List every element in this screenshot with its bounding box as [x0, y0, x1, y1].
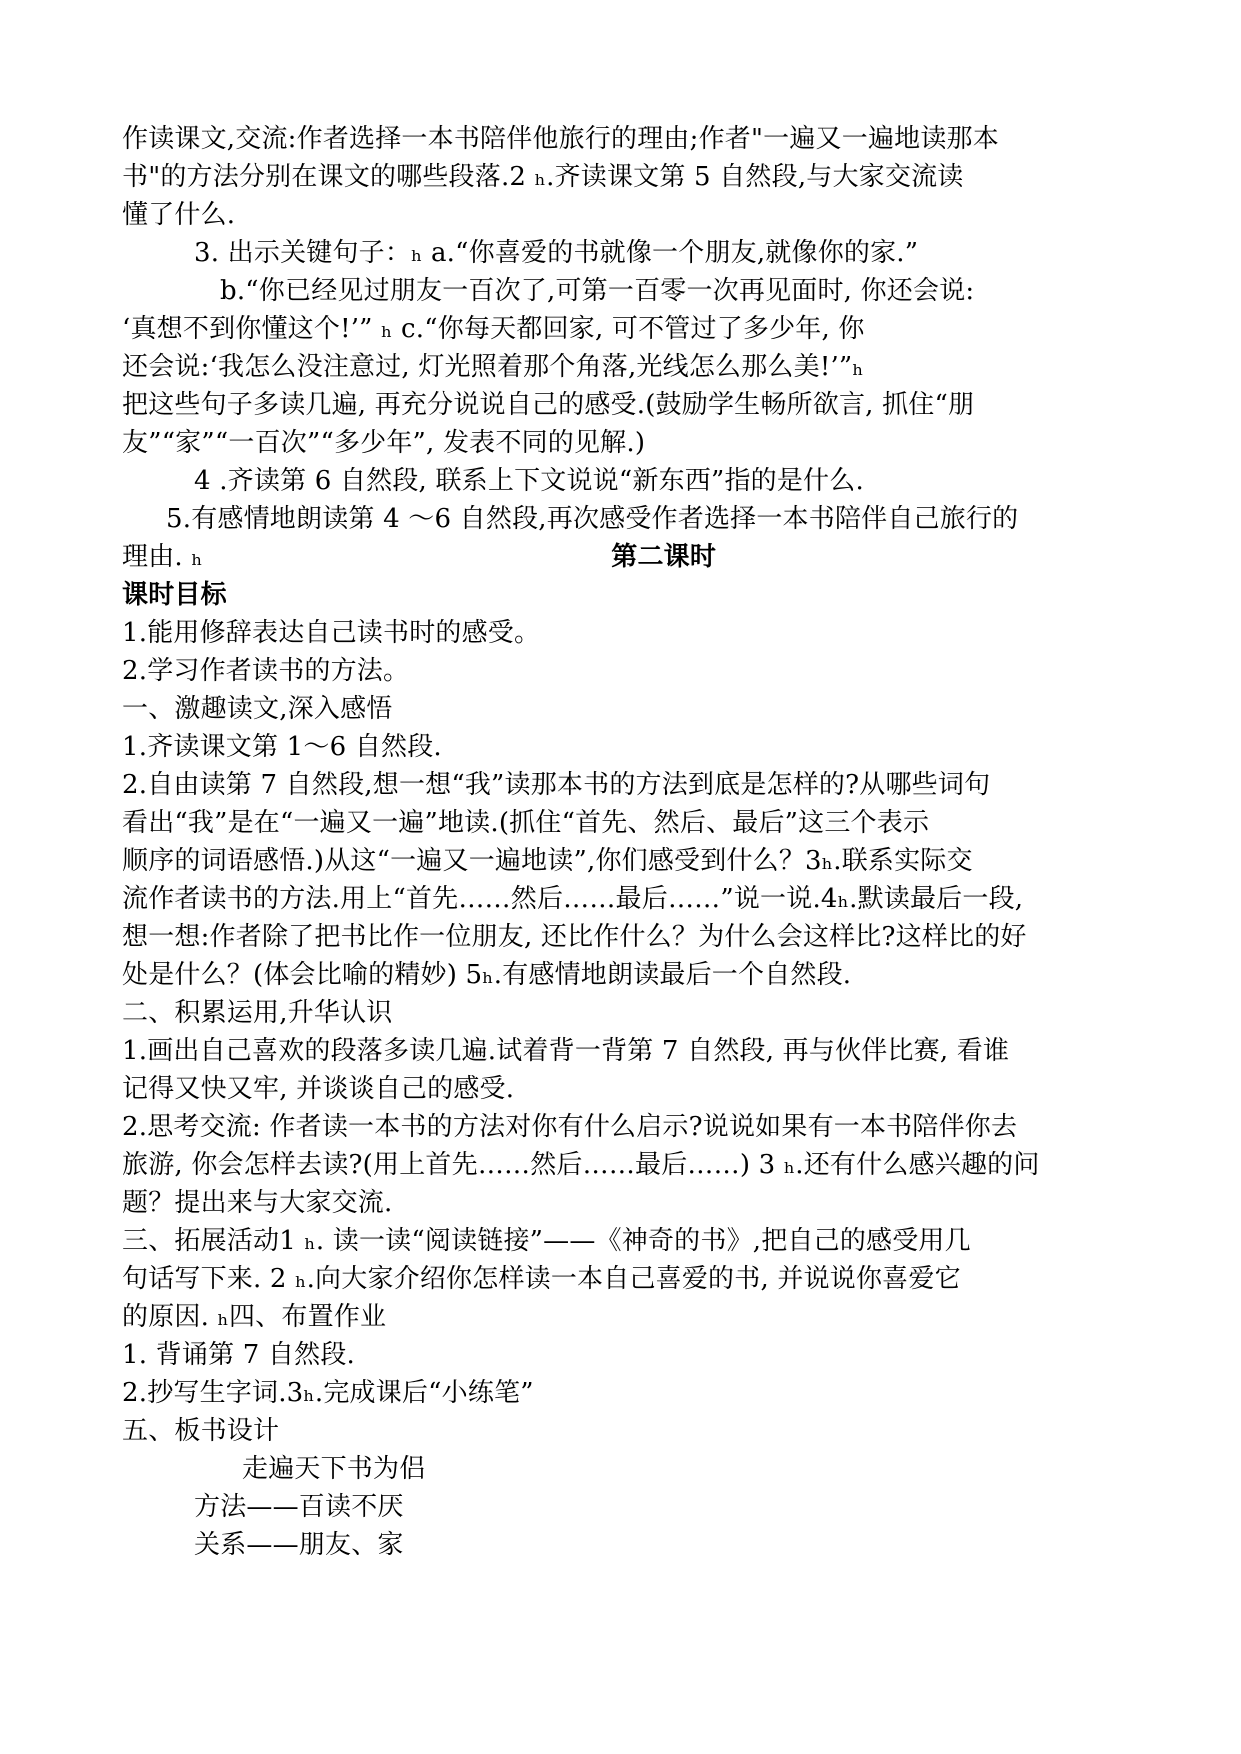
text-line: 三、拓展活动1 ₕ. 读一读“阅读链接”——《神奇的书》,把自己的感受用几 [122, 1226, 971, 1256]
text-line: 处是什么？(体会比喻的精妙) 5ₕ.有感情地朗读最后一个自然段. [122, 960, 852, 990]
text-line: 友”“家”“一百次”“多少年”, 发表不同的见解.) [122, 428, 646, 458]
text-fragment: 理由. ₕ [122, 542, 203, 572]
text-line: 句话写下来. 2 ₕ.向大家介绍你怎样读一本自己喜爱的书, 并说说你喜爱它 [122, 1264, 961, 1294]
text-line: 懂了什么. [122, 200, 236, 230]
text-line: 1.画出自己喜欢的段落多读几遍.试着背一背第 7 自然段, 再与伙伴比赛, 看谁 [122, 1036, 1010, 1066]
board-line: 方法——百读不厌 [194, 1492, 404, 1522]
section-heading: 五、板书设计 [122, 1416, 280, 1446]
text-line: ‘真想不到你懂这个!’” ₕ c.“你每天都回家, 可不管过了多少年, 你 [122, 314, 865, 344]
lesson-heading: 第二课时 [611, 542, 717, 572]
board-line: 关系——朋友、家 [194, 1530, 404, 1560]
text-line: 流作者读书的方法.用上“首先……然后……最后……”说一说.4ₕ.默读最后一段, [122, 884, 1024, 914]
text-line: 顺序的词语感悟.)从这“一遍又一遍地读”,你们感受到什么？3ₕ.联系实际交 [122, 846, 973, 876]
text-line: 还会说:‘我怎么没注意过, 灯光照着那个角落,光线怎么那么美!’”ₕ [122, 352, 864, 382]
text-line: 2.学习作者读书的方法。 [122, 656, 410, 686]
text-line: 把这些句子多读几遍, 再充分说说自己的感受.(鼓励学生畅所欲言, 抓住“朋 [122, 390, 975, 420]
section-heading: 课时目标 [122, 580, 227, 610]
board-title: 走遍天下书为侣 [242, 1454, 426, 1484]
text-line: 看出“我”是在“一遍又一遍”地读.(抓住“首先、然后、最后”这三个表示 [122, 808, 930, 838]
text-line: 旅游, 你会怎样去读?(用上首先……然后……最后……) 3 ₕ.还有什么感兴趣的问 [122, 1150, 1040, 1180]
section-heading: 一、激趣读文,深入感悟 [122, 694, 393, 724]
section-heading: 二、积累运用,升华认识 [122, 998, 393, 1028]
text-line: 2.自由读第 7 自然段,想一想“我”读那本书的方法到底是怎样的?从哪些词句 [122, 770, 991, 800]
text-line: 4 .齐读第 6 自然段, 联系上下文说说“新东西”指的是什么. [194, 466, 864, 496]
text-line: 3. 出示关键句子：ₕ a.“你喜爱的书就像一个朋友,就像你的家.” [194, 238, 919, 268]
text-line: 作读课文,交流:作者选择一本书陪伴他旅行的理由;作者"一遍又一遍地读那本 [122, 124, 999, 154]
document-body [122, 120, 1122, 1564]
text-line: 1.能用修辞表达自己读书时的感受。 [122, 618, 541, 648]
text-line: 题？提出来与大家交流. [122, 1188, 393, 1218]
text-line: 书"的方法分别在课文的哪些段落.2 ₕ.齐读课文第 5 自然段,与大家交流读 [122, 162, 964, 192]
text-line: 1.齐读课文第 1～6 自然段. [122, 732, 442, 762]
text-line: 记得又快又牢, 并谈谈自己的感受. [122, 1074, 515, 1104]
text-line: 5.有感情地朗读第 4 ～6 自然段,再次感受作者选择一本书陪伴自己旅行的 [166, 504, 1019, 534]
text-line: 的原因. ₕ四、布置作业 [122, 1302, 387, 1332]
text-line: 想一想:作者除了把书比作一位朋友, 还比作什么？为什么会这样比?这样比的好 [122, 922, 1027, 952]
text-line: 2.抄写生字词.3ₕ.完成课后“小练笔” [122, 1378, 534, 1408]
text-line: 2.思考交流: 作者读一本书的方法对你有什么启示?说说如果有一本书陪伴你去 [122, 1112, 1018, 1142]
text-line: b.“你已经见过朋友一百次了,可第一百零一次再见面时, 你还会说: [220, 276, 975, 306]
text-line [122, 538, 1122, 576]
text-line: 1. 背诵第 7 自然段. [122, 1340, 356, 1370]
